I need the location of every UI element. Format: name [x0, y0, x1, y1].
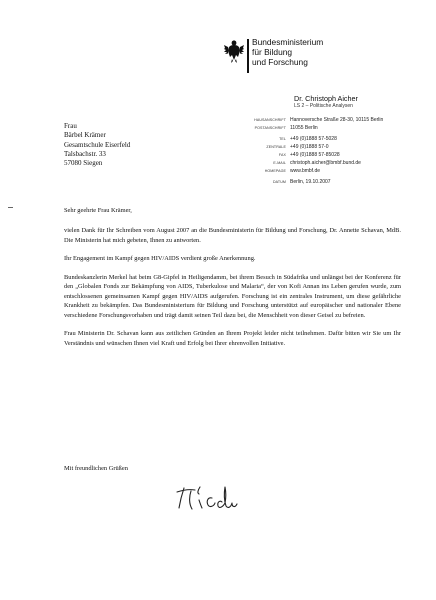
letter-date: Berlin, 19.10.2007: [290, 179, 331, 185]
detail-row-email: [226, 160, 426, 168]
detail-value: Hannoversche Straße 28-30, 10115 Berlin: [290, 117, 384, 123]
detail-row-address: [226, 117, 426, 125]
detail-label: HOMEPAGE: [264, 169, 286, 173]
sender-details: [226, 117, 426, 187]
ministry-name-line: für Bildung: [252, 47, 293, 58]
detail-value: 11055 Berlin: [290, 125, 318, 131]
detail-value: +49 (0)1888 57-85028: [290, 152, 340, 158]
recipient-line: 57080 Siegen: [64, 159, 103, 168]
ministry-name-line: und Forschung: [252, 57, 308, 68]
handwritten-signature-icon: [176, 482, 256, 514]
detail-row-phone: [226, 136, 426, 144]
body-paragraph: Bundeskanzlerin Merkel hat beim G8-Gipfel in Heiligendamm, bei ihrem Besuch in Südafrika und unlängst bei der Konferenz für den „Globalen Fonds zur Bekämpfung von AIDS, Tuberkulose und Malaria“, der von Kofi Annan ins Leben gerufen wurde, zum entschlossenen gemeinsamen Kampf gegen HIV/AIDS aufgerufen. Forschung ist ein zentrales Instrument, um diese gefährliche Krankheit zu bekämpfen. Das Bundesministerium für Bildung und Forschung unterstützt auf europäischer und nationaler Ebene verschiedene Forschungsvorhaben und trägt damit seinen Teil dazu bei, die Menschheit von dieser Geisel zu befreien.: [64, 273, 401, 319]
detail-label: ZENTRALE: [266, 145, 286, 149]
detail-row-postal: [226, 125, 426, 133]
detail-label: FAX: [278, 153, 286, 157]
letter-body: [64, 226, 401, 357]
date-label: DATUM: [272, 180, 286, 184]
letterhead-divider: [247, 39, 249, 73]
body-paragraph: Frau Ministerin Dr. Schavan kann aus zeitlichen Gründen an Ihrem Projekt leider nicht teilnehmen. Dafür bitten wir Sie um Ihr Verständnis und wünschen Ihnen viel Kraft und Erfolg bei Ihrer ehrenvollen Initiative.: [64, 330, 401, 347]
detail-label: E-MAIL: [273, 161, 286, 165]
detail-value: www.bmbf.de: [290, 168, 321, 174]
body-paragraph: vielen Dank für Ihr Schreiben vom August 2007 an die Bundesministerin für Bildung und Forschung, Dr. Annette Schavan, MdB. Die Ministerin hat mich gebeten, Ihnen zu antworten.: [64, 227, 401, 244]
ministry-name: [252, 37, 323, 68]
detail-row-fax: [226, 152, 426, 160]
detail-label: HAUSANSCHRIFT: [254, 118, 286, 122]
federal-eagle-icon: [224, 38, 244, 64]
detail-label: TEL: [279, 137, 286, 141]
recipient-line: Talsbachstr. 33: [64, 149, 106, 158]
fold-mark: [8, 207, 13, 208]
recipient-address: [64, 122, 130, 168]
sender-unit: LS 2 – Politische Analysen: [294, 103, 353, 109]
recipient-line: Gesamtschule Eiserfeld: [64, 140, 131, 149]
recipient-line: Bärbel Krämer: [64, 131, 106, 140]
detail-row-homepage: [226, 168, 426, 176]
detail-label: POSTANSCHRIFT: [254, 126, 286, 130]
detail-row-date: [226, 179, 426, 187]
detail-value: christoph.aicher@bmbf.bund.de: [290, 160, 361, 166]
detail-value: +49 (0)1888 57-0: [290, 144, 329, 150]
detail-row-switchboard: [226, 144, 426, 152]
detail-value: +49 (0)1888 57-5028: [290, 136, 337, 142]
closing: Mit freundlichen Grüßen: [64, 465, 128, 472]
sender-name: Dr. Christoph Aicher: [294, 94, 358, 103]
salutation: Sehr geehrte Frau Krämer,: [64, 207, 132, 214]
ministry-name-line: Bundesministerium: [252, 37, 324, 47]
body-paragraph: Ihr Engagement im Kampf gegen HIV/AIDS verdient große Anerkennung.: [64, 255, 256, 262]
recipient-line: Frau: [64, 122, 77, 130]
